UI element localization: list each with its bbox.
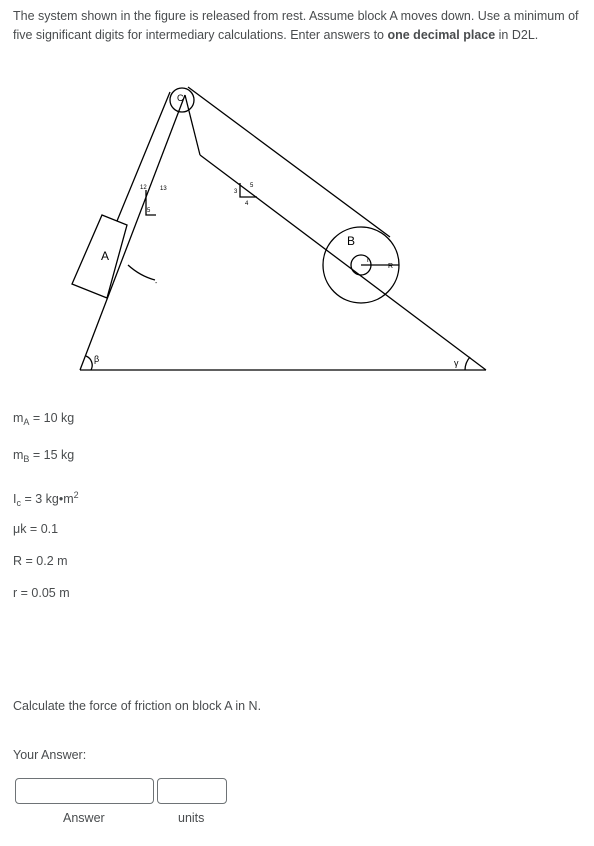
intro-text-1: The system shown in the figure is released from rest. Assume block A moves down. Use a minimum of five significant digits for intermediary calculations. Enter answers to <box>13 9 579 42</box>
answer-input[interactable] <box>15 778 154 804</box>
slope-left-hyp: 13 <box>160 186 167 192</box>
disk-b-label: B <box>347 234 356 248</box>
problem-statement <box>13 7 583 45</box>
beta-label: β <box>94 354 100 364</box>
answer-caption: Answer <box>63 811 105 825</box>
slope-left-run: 12 <box>140 185 147 191</box>
intro-text-2: in D2L. <box>495 28 539 42</box>
slope-left-rise: 5 <box>147 208 151 214</box>
block-a <box>72 215 127 298</box>
R-label: R <box>388 263 394 270</box>
your-answer-label: Your Answer: <box>13 748 87 762</box>
param-inertia: $I_c = 3$ $kg•m^2$ <box>13 490 79 508</box>
slope-right-run: 4 <box>245 201 249 207</box>
cord-right <box>188 87 390 237</box>
units-input[interactable] <box>157 778 227 804</box>
r-label: r <box>367 257 370 264</box>
pulley-label: C <box>177 93 184 103</box>
slope-right-rise: 3 <box>234 189 238 195</box>
param-mass-a: $m_A = 10$ kg <box>13 411 75 427</box>
slope-right-hyp: 5 <box>250 183 254 189</box>
arrow-label: - <box>155 280 158 287</box>
param-radius-r: r = 0.05 m <box>13 586 70 600</box>
param-radius-R: R = 0.2 m <box>13 554 68 568</box>
units-caption: units <box>178 811 205 825</box>
param-mass-b: $m_B = 15$ kg <box>13 448 75 464</box>
question-text: Calculate the force of friction on block A in N. <box>13 699 262 713</box>
gamma-label: γ <box>454 358 459 368</box>
intro-bold: one decimal place <box>387 28 496 42</box>
block-a-label: A <box>101 249 110 263</box>
right-incline <box>200 155 486 370</box>
param-friction-coef: μk = 0.1 <box>13 522 59 536</box>
left-incline <box>80 95 185 370</box>
mechanism-figure <box>60 80 500 380</box>
